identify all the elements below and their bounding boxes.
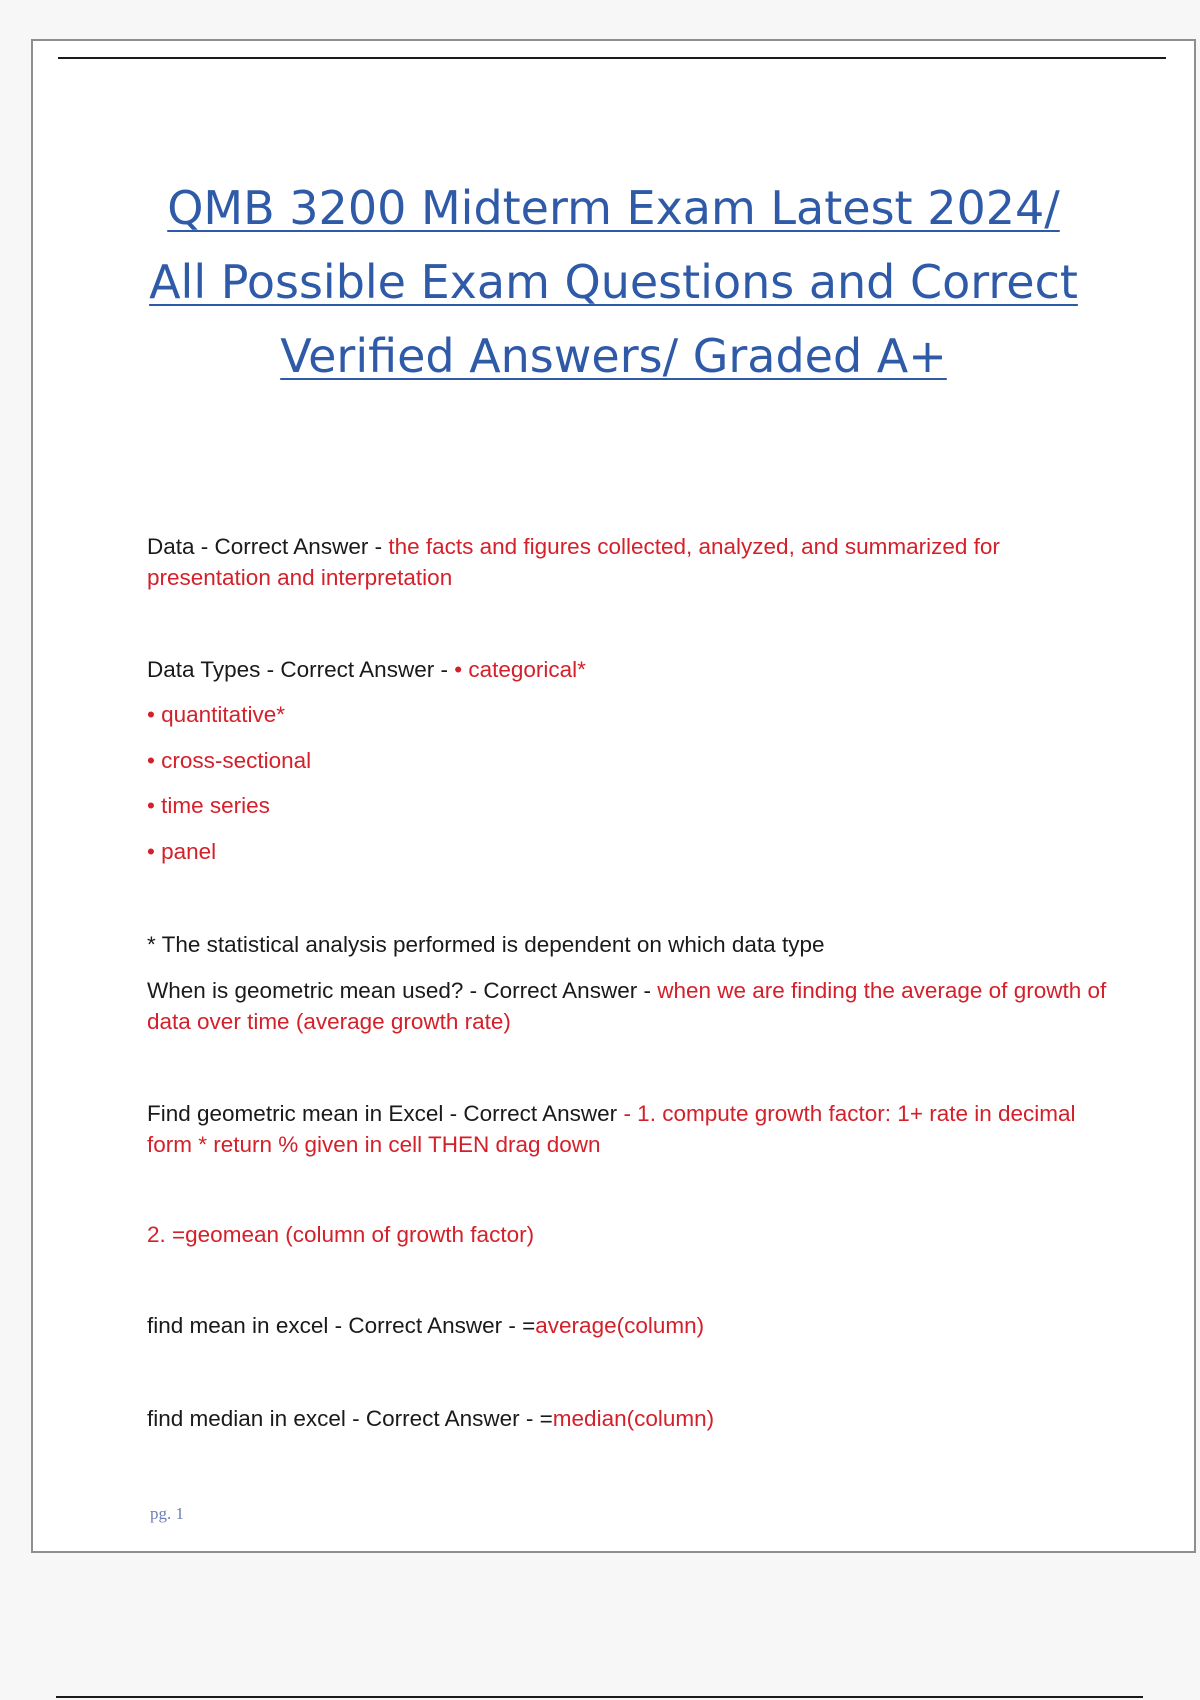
page-number: pg. 1 [150,1504,184,1523]
question-text: find median in excel - Correct Answer - = [147,1406,553,1431]
answer-text: average(column) [535,1313,705,1338]
qa-item-data-types [147,654,1117,685]
answer-continuation: 2. =geomean (column of growth factor) [147,1222,535,1247]
answer-text: when we are finding the average of growth of data over time (average growth rate) [147,978,1107,1034]
answer-text: • categorical* [454,657,586,682]
question-text: Data Types - Correct Answer - [147,657,455,682]
question-text: Find geometric mean in Excel - Correct Answer [147,1101,624,1126]
question-text: When is geometric mean used? - Correct Answer - [147,978,658,1003]
answer-text: median(column) [552,1406,715,1431]
document-page [31,39,1196,1553]
qa-item-mean-excel [147,1310,1117,1341]
title-line-2: All Possible Exam Questions and Correct [149,255,1078,309]
title-line-1: QMB 3200 Midterm Exam Latest 2024/ [167,181,1060,235]
qa-item-data [147,531,1117,593]
bullet-item: • panel [147,839,217,864]
answer-text: - 1. compute growth factor: 1+ rate in decimal form * return % given in cell THEN drag down [147,1101,1076,1157]
answer-text: the facts and figures collected, analyzed, and summarized for presentation and interpretation [147,534,1000,590]
next-page-header-rule [56,1696,1143,1698]
header-rule [58,57,1166,59]
title-line-3: Verified Answers/ Graded A+ [280,329,947,383]
qa-item-geometric-mean-excel [147,1098,1117,1160]
document-title [33,171,1194,393]
bullet-item: • time series [147,793,270,818]
question-text: find mean in excel - Correct Answer - = [147,1313,536,1338]
note-text: * The statistical analysis performed is dependent on which data type [147,932,825,957]
qa-item-median-excel [147,1403,1117,1434]
bullet-item: • quantitative* [147,702,285,727]
qa-item-geometric-mean-used [147,975,1117,1037]
question-text: Data - Correct Answer - [147,534,389,559]
bullet-item: • cross-sectional [147,748,312,773]
